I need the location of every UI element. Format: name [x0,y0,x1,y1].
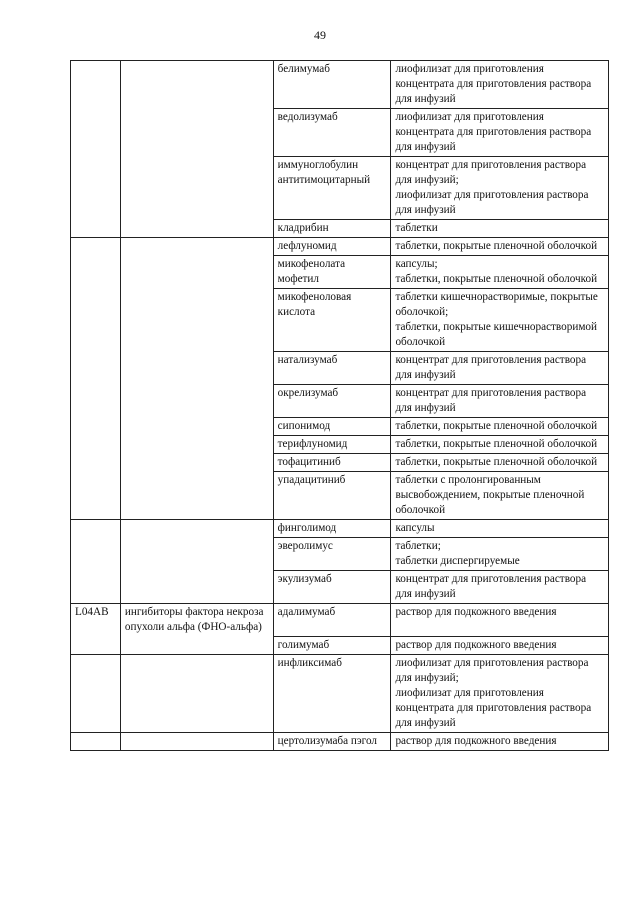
dosage-form-text: лиофилизат для приготовления концентрата для приготовления раствора для инфузий [395,686,592,729]
drug-name-cell: упадацитиниб [273,472,391,520]
table-row [71,520,609,538]
table-row [71,654,609,732]
group-name-cell [120,418,273,436]
table-row [71,289,609,352]
drug-name-cell: белимумаб [273,61,391,109]
atc-code-cell [71,256,121,289]
table-row [71,636,609,654]
dosage-form-cell [391,352,609,385]
atc-code-cell [71,571,121,604]
table-body [71,61,609,751]
dosage-form-text: концентрат для приготовления раствора для инфузий [395,387,587,414]
drug-name-cell: ведолизумаб [273,109,391,157]
dosage-form-cell [391,454,609,472]
table-row [71,61,609,109]
drug-name-cell: инфликсимаб [273,654,391,732]
atc-code-cell [71,157,121,220]
atc-code-cell [71,636,121,654]
dosage-form-cell [391,520,609,538]
table-row [71,238,609,256]
atc-code-cell [71,436,121,454]
atc-code-cell [71,289,121,352]
group-name-cell [120,454,273,472]
dosage-form-text: таблетки с пролонгированным высвобождением, покрытые пленочной оболочкой [395,474,585,516]
drug-name-cell: иммуноглобулин антитимоцитарный [273,157,391,220]
dosage-form-text: таблетки, покрытые пленочной оболочкой [395,438,598,450]
dosage-form-text: концентрат для приготовления раствора для инфузий; [395,159,587,186]
dosage-form-cell [391,654,609,732]
group-name-cell [120,520,273,538]
group-name-cell [120,157,273,220]
group-name-cell [120,220,273,238]
atc-code-cell [71,109,121,157]
dosage-form-text: лиофилизат для приготовления раствора для инфузий [395,189,589,216]
atc-code-cell [71,472,121,520]
atc-code-cell [71,520,121,538]
dosage-form-text: таблетки, покрытые пленочной оболочкой [395,240,598,252]
dosage-form-cell [391,472,609,520]
table-row [71,256,609,289]
drug-name-cell: тофацитиниб [273,454,391,472]
dosage-form-cell [391,61,609,109]
atc-code-cell [71,732,121,750]
dosage-form-text: раствор для подкожного введения [395,606,557,618]
dosage-form-cell [391,289,609,352]
atc-code-cell [71,418,121,436]
group-name-cell: ингибиторы фактора некроза опухоли альфа (ФНО-альфа) [120,604,273,637]
table-row [71,418,609,436]
table-row [71,109,609,157]
group-name-cell [120,238,273,256]
drug-name-cell: микофенолата мофетил [273,256,391,289]
table-row [71,604,609,637]
atc-code-cell [71,654,121,732]
drug-name-cell: экулизумаб [273,571,391,604]
drug-table [70,60,609,751]
group-name-cell [120,436,273,454]
dosage-form-text: таблетки, покрытые пленочной оболочкой [395,420,598,432]
dosage-form-text: таблетки, покрытые пленочной оболочкой [395,273,598,285]
drug-name-cell: финголимод [273,520,391,538]
dosage-form-cell [391,157,609,220]
dosage-form-cell [391,109,609,157]
group-name-cell [120,636,273,654]
dosage-form-text: лиофилизат для приготовления концентрата для приготовления раствора для инфузий [395,111,592,153]
dosage-form-text: таблетки [395,222,438,234]
drug-name-cell: лефлуномид [273,238,391,256]
group-name-cell [120,61,273,109]
group-name-cell [120,732,273,750]
page-number: 49 [314,28,326,42]
dosage-form-text: раствор для подкожного введения [395,638,557,651]
table-row [71,571,609,604]
drug-name-cell: кладрибин [273,220,391,238]
table-row [71,454,609,472]
dosage-form-cell [391,436,609,454]
dosage-form-text: таблетки, покрытые пленочной оболочкой [395,456,598,468]
group-name-cell [120,654,273,732]
dosage-form-text: таблетки диспергируемые [395,555,520,567]
dosage-form-text: таблетки, покрытые кишечнорастворимой оболочкой [395,321,597,348]
drug-name-cell: натализумаб [273,352,391,385]
group-name-cell [120,109,273,157]
drug-name-cell: адалимумаб [273,604,391,637]
atc-code-cell [71,454,121,472]
dosage-form-cell [391,571,609,604]
atc-code-cell [71,220,121,238]
dosage-form-cell [391,385,609,418]
drug-name-cell: окрелизумаб [273,385,391,418]
dosage-form-cell [391,238,609,256]
dosage-form-text: лиофилизат для приготовления раствора для инфузий; [395,656,589,684]
table-row [71,352,609,385]
group-name-cell [120,472,273,520]
dosage-form-text: раствор для подкожного введения [395,734,557,747]
table-row [71,220,609,238]
drug-name-cell: цертолизумаба пэгол [273,732,391,750]
atc-code-cell [71,538,121,571]
table-row [71,157,609,220]
group-name-cell [120,571,273,604]
drug-name-cell: микофеноловая кислота [273,289,391,352]
dosage-form-text: концентрат для приготовления раствора для инфузий [395,354,587,381]
atc-code-cell [71,238,121,256]
dosage-form-text: концентрат для приготовления раствора для инфузий [395,573,587,600]
dosage-form-cell [391,256,609,289]
drug-name-cell: эверолимус [273,538,391,571]
atc-code-cell [71,352,121,385]
dosage-form-cell [391,732,609,750]
dosage-form-text: таблетки; [395,540,441,552]
table-row [71,538,609,571]
atc-code-cell [71,385,121,418]
table-row [71,436,609,454]
dosage-form-text: таблетки кишечнорастворимые, покрытые оболочкой; [395,291,598,318]
atc-code-cell: L04AB [71,604,121,637]
group-name-cell [120,538,273,571]
atc-code-cell [71,61,121,109]
dosage-form-cell [391,418,609,436]
drug-name-cell: голимумаб [273,636,391,654]
group-name-cell [120,289,273,352]
drug-name-cell: сипонимод [273,418,391,436]
group-name-cell [120,385,273,418]
dosage-form-cell [391,604,609,637]
table-row [71,732,609,750]
group-name-cell [120,352,273,385]
drug-name-cell: терифлуномид [273,436,391,454]
dosage-form-text: капсулы; [395,258,438,270]
dosage-form-text: лиофилизат для приготовления концентрата для приготовления раствора для инфузий [395,63,592,105]
dosage-form-cell [391,220,609,238]
dosage-form-text: капсулы [395,522,435,534]
dosage-form-cell [391,636,609,654]
group-name-cell [120,256,273,289]
table-row [71,385,609,418]
table-row [71,472,609,520]
dosage-form-cell [391,538,609,571]
